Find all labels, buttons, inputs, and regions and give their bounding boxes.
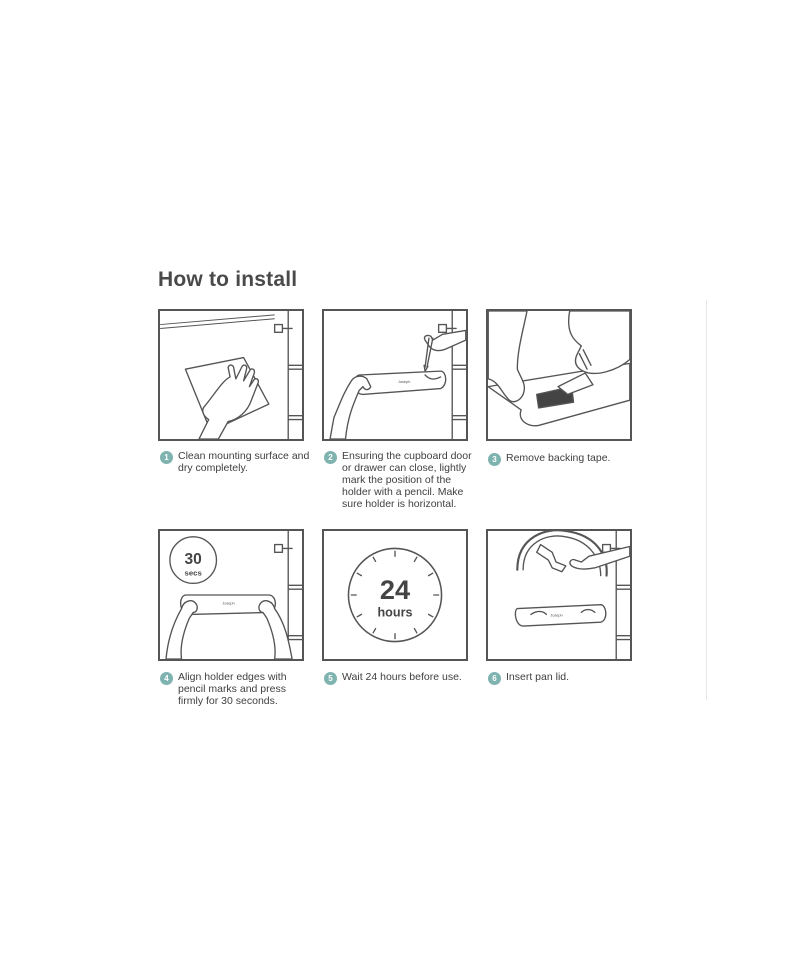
step-text: Wait 24 hours before use. [342, 671, 462, 683]
step-5-illustration [322, 529, 468, 661]
step-3-illustration [486, 309, 632, 441]
step-2-illustration [322, 309, 468, 441]
step-3 [488, 452, 638, 466]
clock-tick [373, 629, 375, 633]
step-text: Align holder edges with pencil marks and press firmly for 30 seconds. [178, 671, 287, 707]
step-number-badge: 1 [160, 451, 173, 464]
clock-tick [429, 573, 433, 575]
step-5 [324, 671, 474, 685]
step-number-badge: 2 [324, 451, 337, 464]
step-number-badge: 5 [324, 672, 337, 685]
timer-30-unit: secs [184, 568, 202, 578]
timer-30-value: 30 [184, 550, 202, 568]
timer-24-unit: hours [377, 605, 413, 620]
clock-tick [429, 614, 433, 616]
step-number-badge: 6 [488, 672, 501, 685]
joseph-logo: Joseph [550, 612, 563, 618]
decorative-divider [706, 300, 707, 700]
step-4 [160, 671, 310, 707]
step-text: Insert pan lid. [506, 671, 570, 683]
clock-tick [414, 629, 416, 633]
clock-tick [373, 557, 375, 561]
clock-tick [357, 614, 361, 616]
timer-24-value: 24 [379, 573, 411, 605]
step-6 [488, 671, 638, 685]
clock-tick [414, 557, 416, 561]
step-4-illustration [158, 529, 304, 661]
joseph-logo: Joseph [222, 600, 235, 606]
clock-tick [357, 573, 361, 575]
page-title: How to install [158, 268, 298, 291]
step-6-illustration [486, 529, 632, 661]
step-number-badge: 3 [488, 453, 501, 466]
step-2 [324, 450, 474, 510]
step-1 [160, 450, 310, 474]
step-text: Ensuring the cupboard door or drawer can close, lightly mark the position of the holder with a pencil. Make sure holder is horizontal. [342, 450, 472, 510]
step-number-badge: 4 [160, 672, 173, 685]
step-text: Remove backing tape. [506, 452, 611, 464]
step-text: Clean mounting surface and dry completely. [178, 450, 310, 474]
step-1-illustration [158, 309, 304, 441]
joseph-logo: Joseph [397, 378, 411, 384]
